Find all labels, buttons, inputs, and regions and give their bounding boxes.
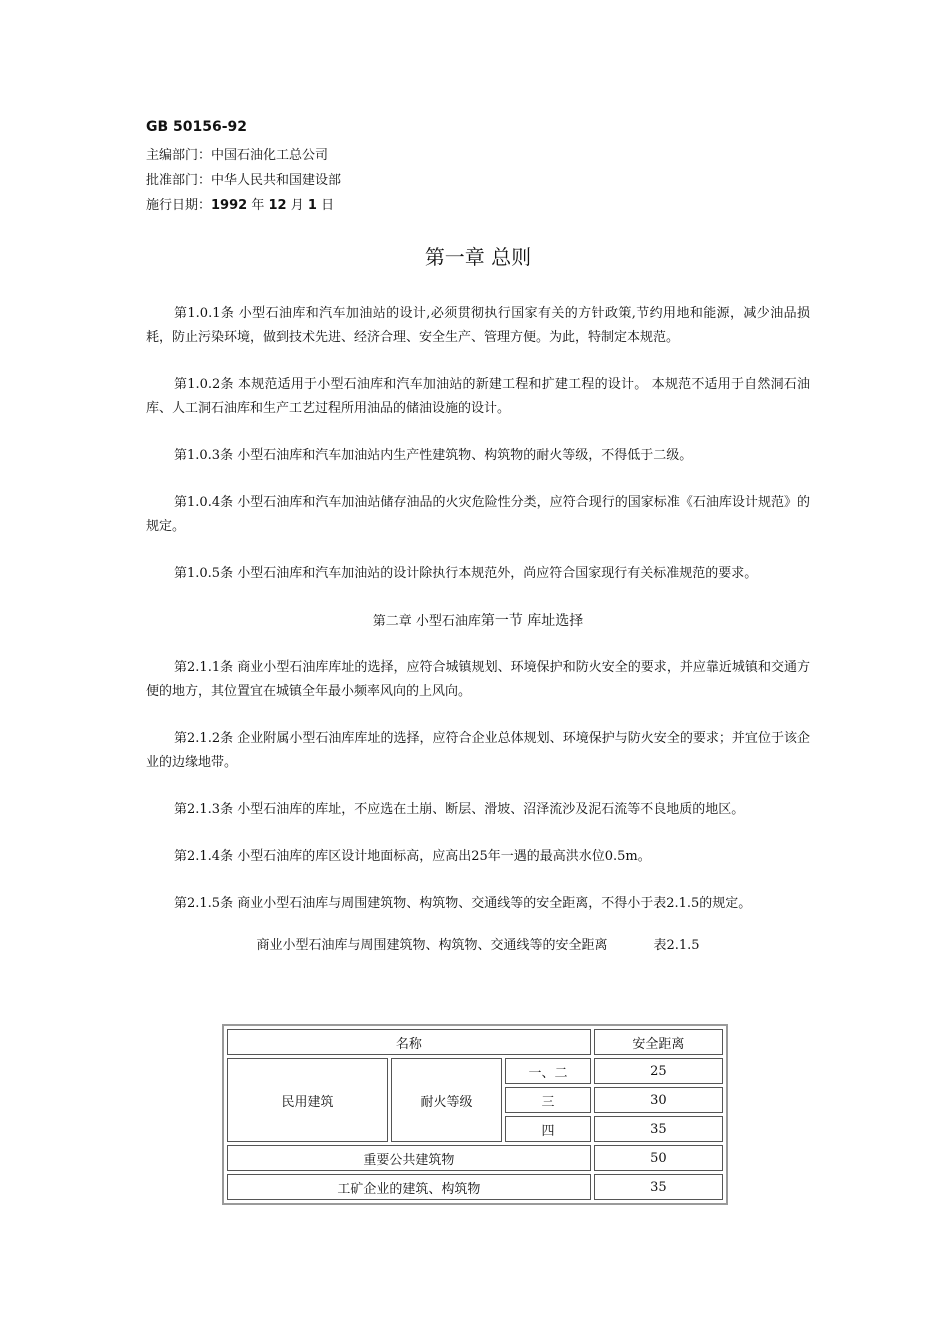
- header-name-cell: 名称: [227, 1029, 591, 1055]
- grade-cell: 三: [505, 1087, 591, 1113]
- article-1-0-5: 第1.0.5条 小型石油库和汽车加油站的设计除执行本规范外，尚应符合国家现行有关标准规范的要求。: [174, 566, 758, 581]
- date-day-unit: 日: [321, 198, 335, 213]
- distance-cell: 35: [594, 1174, 723, 1200]
- article-2-1-3: 第2.1.3条 小型石油库的库址，不应选在土崩、断层、滑坡、沼泽流沙及泥石流等不良地质的地区。: [174, 802, 745, 817]
- civil-building-cell: 民用建筑: [227, 1058, 388, 1142]
- table-caption-text: 商业小型石油库与周围建筑物、构筑物、交通线等的安全距离: [256, 938, 608, 953]
- grade-cell: 一、二: [505, 1058, 591, 1084]
- approver-value: 中华人民共和国建设部: [211, 173, 342, 188]
- date-month-unit: 月: [290, 198, 304, 213]
- date-day: 1: [307, 198, 317, 213]
- article-1-0-4: 第1.0.4条 小型石油库和汽车加油站储存油品的火灾危险性分类，应符合现行的国家标准《石油库设计规范》的规定。: [146, 495, 810, 534]
- fire-rating-cell: 耐火等级: [391, 1058, 502, 1142]
- article-1-0-2: 第1.0.2条 本规范适用于小型石油库和汽车加油站的新建工程和扩建工程的设计。 本规范不适用于自然洞石油库、人工洞石油库和生产工艺过程所用油品的储油设施的设计。: [146, 377, 810, 416]
- editor-value: 中国石油化工总公司: [211, 148, 329, 163]
- table-caption: [146, 935, 810, 957]
- section-1-heading: 第一节 库址选择: [480, 613, 584, 629]
- public-building-cell: 重要公共建筑物: [227, 1145, 591, 1171]
- table-header-row: [227, 1029, 723, 1055]
- header-distance-cell: 安全距离: [594, 1029, 723, 1055]
- table-number: 表2.1.5: [653, 938, 700, 953]
- distance-cell: 30: [594, 1087, 723, 1113]
- approver-line: [146, 168, 810, 193]
- article-2-1-2: 第2.1.2条 企业附属小型石油库库址的选择，应符合企业总体规划、环境保护与防火安全的要求；并宜位于该企业的边缘地带。: [146, 731, 810, 770]
- chapter-2-title: [146, 609, 810, 634]
- date-month: 12: [268, 198, 287, 213]
- date-year-unit: 年: [251, 198, 265, 213]
- grade-cell: 四: [505, 1116, 591, 1142]
- editor-line: [146, 143, 810, 168]
- editor-label: 主编部门：: [146, 148, 212, 163]
- document-body: [146, 118, 810, 975]
- chapter-1-title: 第一章 总则: [424, 245, 532, 269]
- date-label: 施行日期：: [146, 198, 212, 213]
- distance-cell: 25: [594, 1058, 723, 1084]
- article-2-1-1: 第2.1.1条 商业小型石油库库址的选择，应符合城镇规划、环境保护和防火安全的要求，并应靠近城镇和交通方便的地方，其位置宜在城镇全年最小频率风向的上风向。: [146, 660, 810, 699]
- industrial-building-cell: 工矿企业的建筑、构筑物: [227, 1174, 591, 1200]
- table-row: [227, 1058, 723, 1084]
- date-line: [146, 193, 810, 218]
- distance-cell: 35: [594, 1116, 723, 1142]
- chapter-2-heading: 第二章 小型石油库: [372, 614, 481, 629]
- approver-label: 批准部门：: [146, 173, 212, 188]
- article-1-0-1: 第1.0.1条 小型石油库和汽车加油站的设计,必须贯彻执行国家有关的方针政策,节约用地和能源，减少油品损耗，防止污染环境，做到技术先进、经济合理、安全生产、管理方便。为此，特制定本规范。: [146, 306, 810, 345]
- table-row: [227, 1174, 723, 1200]
- article-2-1-4: 第2.1.4条 小型石油库的库区设计地面标高，应高出25年一遇的最高洪水位0.5m。: [174, 849, 651, 864]
- article-2-1-5: 第2.1.5条 商业小型石油库与周围建筑物、构筑物、交通线等的安全距离，不得小于表2.1.5的规定。: [174, 896, 752, 911]
- distance-cell: 50: [594, 1145, 723, 1171]
- date-year: 1992: [211, 198, 248, 213]
- standard-code: GB 50156-92: [146, 119, 248, 135]
- table-row: [227, 1145, 723, 1171]
- safety-distance-table: [222, 1024, 728, 1205]
- article-1-0-3: 第1.0.3条 小型石油库和汽车加油站内生产性建筑物、构筑物的耐火等级，不得低于二级。: [174, 448, 693, 463]
